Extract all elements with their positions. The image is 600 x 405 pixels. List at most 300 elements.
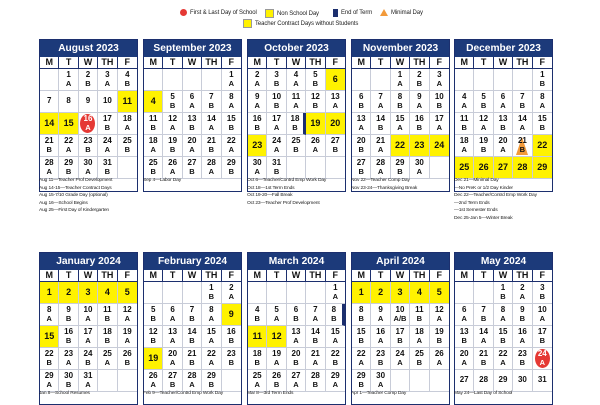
day-cell [474, 135, 493, 157]
day-number: 24 [83, 349, 93, 358]
empty-day-cell [287, 282, 306, 304]
day-rotation-code: A [169, 335, 176, 345]
day-rotation-code: A [397, 122, 403, 132]
day-rotation-code: B [46, 144, 52, 154]
empty-day-cell [352, 69, 371, 91]
day-cell [202, 370, 221, 392]
day-cell [306, 113, 325, 135]
day-number: 7 [189, 305, 195, 314]
day-cell [79, 304, 98, 326]
day-cell [494, 91, 513, 113]
day-number: 8 [358, 305, 364, 314]
day-number: 15 [498, 327, 508, 336]
day-cell [118, 135, 137, 157]
day-number: 11 [252, 331, 262, 342]
day-cell [222, 91, 241, 113]
weekday-header: TH [202, 57, 221, 69]
day-cell [40, 304, 59, 326]
weekday-header: M [248, 57, 267, 69]
day-rotation-code: A [500, 100, 506, 110]
day-cell [513, 135, 532, 157]
day-rotation-code: B [254, 122, 260, 132]
day-rotation-code: B [65, 166, 72, 176]
day-rotation-code: A [293, 379, 299, 389]
day-cell [410, 326, 429, 348]
month-grid [455, 270, 552, 392]
weekday-header: TH [513, 57, 532, 69]
weekday-header: T [267, 270, 286, 282]
day-cell [248, 69, 267, 91]
weekday-header: M [352, 57, 371, 69]
day-rotation-code: B [124, 357, 130, 367]
empty-day-cell [430, 157, 449, 179]
day-rotation-code: B [397, 335, 403, 345]
day-cell [326, 348, 345, 370]
month-grid [144, 57, 241, 179]
weekday-header: F [430, 270, 449, 282]
day-number: 23 [517, 349, 527, 358]
day-rotation-code: B [124, 78, 130, 88]
day-cell [202, 91, 221, 113]
month-title: March 2024 [248, 253, 345, 270]
day-cell [306, 69, 325, 91]
day-rotation-code: A [461, 313, 467, 323]
day-cell [533, 282, 552, 304]
day-number: 12 [310, 92, 320, 101]
day-rotation-code: A [208, 313, 215, 323]
day-rotation-code: A [377, 166, 384, 176]
day-cell [410, 348, 429, 370]
day-cell [248, 326, 267, 348]
day-cell [474, 326, 493, 348]
day-rotation-code: B [358, 313, 364, 323]
day-cell [248, 135, 267, 157]
day-number: 20 [187, 136, 197, 145]
day-cell [118, 304, 137, 326]
weekday-header: F [222, 270, 241, 282]
day-number: 27 [497, 162, 508, 173]
day-rotation-code: A [254, 166, 260, 176]
day-number: 16 [252, 114, 262, 123]
day-rotation-code: A [65, 78, 72, 88]
day-number: 9 [228, 309, 234, 320]
day-cell [222, 304, 241, 326]
day-cell [533, 326, 552, 348]
day-cell [287, 91, 306, 113]
day-rotation-code: B [416, 122, 423, 132]
day-cell [79, 348, 98, 370]
empty-day-cell [98, 370, 117, 392]
day-number: 29 [206, 371, 216, 380]
day-cell [352, 113, 371, 135]
day-number: 16 [83, 114, 93, 123]
day-cell [98, 69, 117, 91]
day-cell [163, 157, 182, 179]
day-number: 16 [376, 327, 386, 336]
day-cell [326, 113, 345, 135]
day-rotation-code: B [416, 78, 423, 88]
day-rotation-code: A [169, 166, 176, 176]
day-number: 6 [170, 305, 175, 314]
day-number: 25 [291, 136, 301, 145]
month-grid [248, 57, 345, 179]
day-rotation-code: A [358, 122, 364, 132]
day-number: 1 [500, 283, 506, 292]
day-number: 2 [417, 70, 422, 79]
day-number: 14 [479, 327, 489, 336]
day-number: 26 [168, 158, 178, 167]
day-number: 1 [229, 70, 234, 79]
day-rotation-code: A [104, 78, 111, 88]
legend [0, 0, 600, 30]
day-rotation-code: A [254, 100, 260, 110]
empty-day-cell [306, 157, 325, 179]
day-rotation-code: A [124, 335, 130, 345]
day-number: 17 [395, 327, 405, 336]
day-rotation-code: B [312, 78, 319, 88]
day-cell [59, 304, 78, 326]
day-number: 5 [150, 305, 156, 314]
day-rotation-code: B [65, 379, 72, 389]
day-cell [267, 135, 286, 157]
day-rotation-code: A [150, 379, 156, 389]
day-cell [40, 326, 59, 348]
day-rotation-code: B [150, 335, 156, 345]
day-number: 24 [272, 136, 282, 145]
day-rotation-code: A [461, 357, 467, 367]
day-cell [326, 282, 345, 304]
month-title: August 2023 [40, 40, 137, 57]
day-number: 16 [226, 327, 236, 336]
day-number: 10 [537, 305, 547, 314]
day-cell [391, 113, 410, 135]
day-rotation-code: B [480, 357, 487, 367]
day-number: 27 [187, 158, 197, 167]
day-cell [287, 69, 306, 91]
day-rotation-code: A [480, 335, 487, 345]
day-number: 10 [83, 305, 93, 314]
day-number: 25 [148, 158, 158, 167]
day-cell [202, 304, 221, 326]
day-cell [59, 113, 78, 135]
day-rotation-code: B [189, 357, 195, 367]
day-number: 26 [122, 349, 132, 358]
month-card [39, 39, 138, 192]
day-cell [410, 91, 429, 113]
day-number: 13 [498, 114, 508, 123]
day-rotation-code: B [358, 335, 364, 345]
weekday-header: M [352, 270, 371, 282]
day-number: 28 [206, 158, 216, 167]
note-line: —No PreK or 1/2 Day Kinder [454, 185, 513, 191]
day-rotation-code: A [46, 313, 52, 323]
legend-end-of-term [333, 9, 372, 17]
day-cell [118, 91, 137, 113]
day-number: 17 [102, 114, 112, 123]
day-number: 15 [537, 114, 547, 123]
day-cell [202, 135, 221, 157]
day-cell [163, 113, 182, 135]
day-cell [144, 304, 163, 326]
day-cell [410, 157, 429, 179]
month-grid [352, 270, 449, 392]
day-rotation-code: B [293, 313, 299, 323]
day-rotation-code: B [150, 313, 156, 323]
day-number: 28 [310, 371, 320, 380]
day-cell [326, 135, 345, 157]
weekday-header: M [144, 57, 163, 69]
day-cell [371, 91, 390, 113]
day-number: 17 [434, 114, 444, 123]
day-cell [474, 304, 493, 326]
day-number: 28 [44, 158, 54, 167]
day-number: 6 [500, 92, 506, 101]
day-number: 1 [333, 283, 338, 292]
empty-day-cell [326, 157, 345, 179]
day-cell [163, 91, 182, 113]
empty-day-cell [287, 157, 306, 179]
day-rotation-code: A [189, 144, 195, 154]
day-rotation-code: A [189, 100, 195, 110]
day-rotation-code: A [208, 357, 215, 367]
day-number: 13 [291, 327, 301, 336]
day-cell [287, 304, 306, 326]
empty-day-cell [267, 282, 286, 304]
day-number: 11 [415, 305, 424, 314]
day-number: 31 [537, 375, 547, 385]
day-rotation-code: A [85, 122, 91, 132]
day-cell [371, 348, 390, 370]
day-number: 10 [272, 92, 282, 101]
day-number: 9 [417, 92, 422, 101]
day-number: 14 [310, 327, 320, 336]
weekday-header: TH [410, 270, 429, 282]
weekday-header: M [40, 57, 59, 69]
day-cell [40, 282, 59, 304]
day-cell [430, 304, 449, 326]
day-rotation-code: B [519, 357, 526, 367]
note-line: Aug 11—Teacher Prof Development [39, 178, 113, 183]
day-rotation-code: B [332, 144, 338, 154]
month-grid [40, 270, 137, 392]
day-rotation-code: B [519, 100, 526, 110]
day-rotation-code: A [461, 144, 467, 154]
day-number: 15 [63, 118, 74, 129]
note-line: Feb 9—Teacher/Contrd Emp Work Day [143, 391, 224, 396]
day-number: 26 [478, 162, 489, 173]
day-cell [40, 135, 59, 157]
day-cell [352, 135, 371, 157]
day-cell [533, 135, 552, 157]
day-number: 24 [434, 140, 445, 151]
empty-day-cell [391, 370, 410, 392]
day-cell [391, 135, 410, 157]
day-cell [287, 326, 306, 348]
day-cell [306, 304, 325, 326]
day-number: 5 [313, 70, 318, 79]
day-rotation-code: A [377, 379, 384, 389]
day-number: 13 [459, 327, 469, 336]
day-number: 18 [102, 327, 112, 336]
day-rotation-code: B [480, 313, 487, 323]
day-number: 22 [226, 136, 236, 145]
day-rotation-code: A [377, 313, 384, 323]
weekday-header: TH [410, 57, 429, 69]
day-cell [326, 91, 345, 113]
month-card [351, 252, 450, 405]
day-number: 25 [122, 136, 132, 145]
day-cell [202, 157, 221, 179]
day-number: 21 [310, 349, 320, 358]
month-notes [454, 177, 572, 223]
day-number: 5 [436, 287, 442, 298]
day-number: 8 [46, 305, 52, 314]
empty-day-cell [455, 69, 474, 91]
day-rotation-code: A [436, 313, 442, 323]
day-number: 1 [209, 283, 214, 292]
day-number: 4 [461, 92, 467, 101]
day-cell [326, 304, 345, 326]
day-cell [59, 326, 78, 348]
day-rotation-code: B [46, 357, 52, 367]
day-number: 26 [148, 371, 158, 380]
day-number: 22 [537, 140, 548, 151]
first-last-day-marker [80, 114, 95, 133]
day-rotation-code: A [332, 291, 338, 301]
day-cell [222, 326, 241, 348]
note-line: Oct 18—1st Term Ends [247, 185, 295, 191]
day-cell [163, 326, 182, 348]
day-rotation-code: B [208, 291, 215, 301]
month-title: April 2024 [352, 253, 449, 270]
note-line: Dec 22—Teacher/Contrd Emp Work Day [454, 193, 537, 199]
day-number: 13 [168, 327, 178, 336]
day-rotation-code: A [254, 379, 260, 389]
day-number: 1 [46, 287, 52, 298]
day-cell [118, 113, 137, 135]
day-cell [494, 113, 513, 135]
day-cell [267, 157, 286, 179]
yellow-square-icon [265, 9, 274, 18]
empty-day-cell [455, 282, 474, 304]
day-number: 10 [102, 96, 112, 106]
red-dot-icon [180, 9, 187, 16]
empty-day-cell [183, 282, 202, 304]
legend-minimal-label: Minimal Day [391, 9, 423, 16]
yellow-square-icon [243, 19, 252, 28]
day-rotation-code: A [539, 313, 545, 323]
day-rotation-code: B [480, 144, 487, 154]
day-cell [163, 370, 182, 392]
day-rotation-code: A [436, 122, 442, 132]
day-number: 8 [331, 305, 337, 314]
day-number: 20 [459, 349, 469, 358]
day-cell [455, 91, 474, 113]
day-cell [267, 69, 286, 91]
day-cell [183, 370, 202, 392]
note-line: Aug 16—School Begins [39, 200, 88, 206]
day-rotation-code: A [169, 122, 176, 132]
day-rotation-code: A [377, 335, 384, 345]
day-number: 18 [148, 136, 158, 145]
day-rotation-code: B [358, 100, 364, 110]
month-grid [144, 270, 241, 392]
day-number: 10 [395, 305, 405, 314]
day-cell [513, 348, 532, 370]
weekday-header: W [391, 270, 410, 282]
day-number: 30 [83, 158, 93, 167]
note-line: —2nd Term Ends [454, 200, 490, 206]
day-cell [371, 113, 390, 135]
day-number: 17 [537, 327, 547, 336]
empty-day-cell [163, 282, 182, 304]
day-cell [59, 69, 78, 91]
day-cell [144, 326, 163, 348]
day-rotation-code: A [124, 313, 130, 323]
day-cell [455, 304, 474, 326]
day-cell [40, 370, 59, 392]
month-card [454, 252, 553, 405]
day-rotation-code: B [104, 166, 111, 176]
day-number: 4 [293, 70, 299, 79]
day-rotation-code: A [228, 100, 234, 110]
weekday-header: M [455, 57, 474, 69]
day-cell [306, 91, 325, 113]
day-number: 4 [104, 287, 110, 298]
day-cell [144, 157, 163, 179]
weekday-header: F [222, 57, 241, 69]
day-rotation-code: B [228, 357, 234, 367]
day-number: 8 [397, 92, 403, 101]
day-rotation-code: B [273, 166, 280, 176]
empty-day-cell [202, 69, 221, 91]
day-cell [391, 69, 410, 91]
day-number: 14 [206, 114, 216, 123]
day-rotation-code: B [539, 122, 545, 132]
day-rotation-code: A [208, 122, 215, 132]
day-cell [455, 348, 474, 370]
day-cell [306, 135, 325, 157]
day-rotation-code: B [332, 357, 338, 367]
note-line: Sep 4—Labor Day [143, 178, 181, 183]
day-rotation-code: A [519, 122, 526, 132]
orange-triangle-icon [380, 9, 388, 16]
day-cell [287, 135, 306, 157]
day-number: 18 [459, 136, 469, 145]
day-number: 25 [252, 371, 262, 380]
weekday-header: T [267, 57, 286, 69]
day-rotation-code: A [104, 144, 111, 154]
day-cell [430, 348, 449, 370]
day-number: 3 [85, 287, 91, 298]
day-rotation-code: B [228, 166, 234, 176]
day-rotation-code: A [273, 313, 280, 323]
day-cell [118, 326, 137, 348]
month-card [39, 252, 138, 405]
month-title: May 2024 [455, 253, 552, 270]
day-cell [59, 348, 78, 370]
day-rotation-code: B [254, 357, 260, 367]
day-rotation-code: A [46, 379, 52, 389]
day-cell [98, 135, 117, 157]
day-rotation-code: A [65, 357, 72, 367]
day-cell [533, 113, 552, 135]
day-rotation-code: A [293, 335, 299, 345]
day-cell [222, 282, 241, 304]
day-number: 27 [291, 371, 301, 380]
day-cell [118, 69, 137, 91]
day-cell [430, 282, 449, 304]
